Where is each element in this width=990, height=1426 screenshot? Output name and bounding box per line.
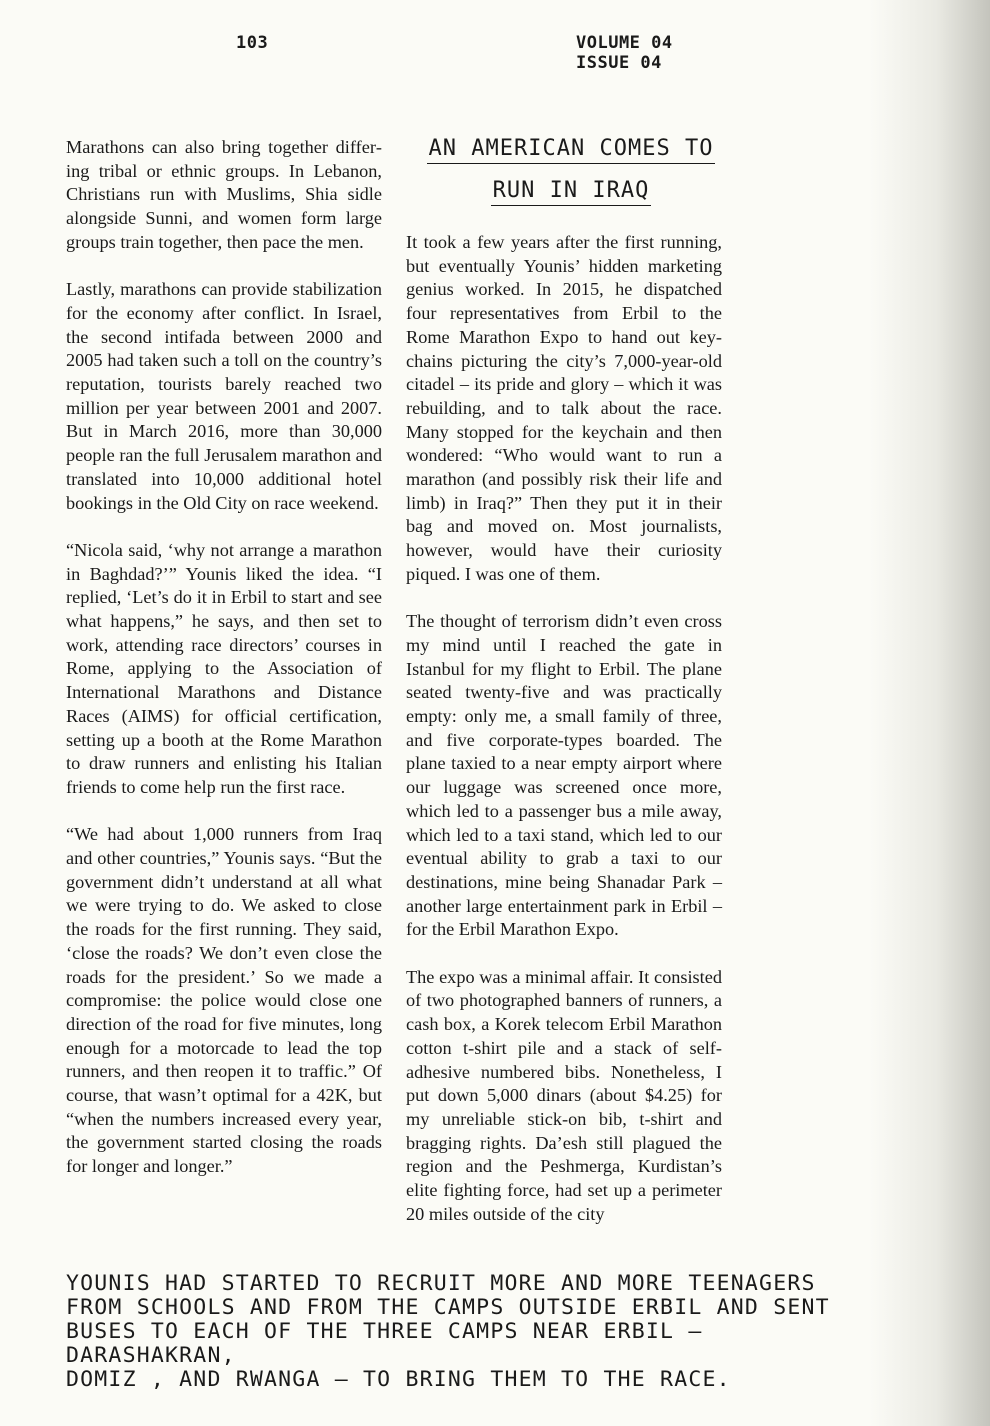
section-heading	[420, 131, 722, 215]
page-number: 103	[236, 33, 269, 53]
section-heading-line-2: RUN IN IRAQ	[491, 177, 652, 206]
left-column	[66, 136, 382, 1203]
body-paragraph: The thought of terrorism didn’t even cross my mind until I reached the gate in Istanbul for my flight to Erbil. The plane seated twenty-five and was practically empty: only me, a small family of three, and five corporate-types boarded. The plane taxied to a near empty airport where our luggage was screened once more, which led to a passenger bus a mile away, which led to a taxi stand, which led to our eventual ability to grab a taxi to our destinations, mine being Shanadar Park – another large entertainment park in Erbil – for the Erbil Marathon Expo.	[406, 611, 722, 940]
section-heading-line-1: AN AMERICAN COMES TO	[427, 135, 716, 164]
right-column	[406, 231, 722, 1250]
body-paragraph: The expo was a minimal affair. It consisted of two photographed banners of runners, a cash box, a Korek telecom Erbil Marathon cotton t-shirt pile and a stack of self-adhesive numbered bibs. Nonetheless, I put down 5,000 dinars (about $4.25) for my unreliable stick-on bib, t-shirt and bragging rights. Da’esh still plagued the region and the Peshmerga, Kurdistan’s elite fighting force, had set up a perimeter 20 miles outside of the city	[406, 966, 722, 1224]
body-paragraph: “We had about 1,000 runners from Iraq and other countries,” Younis says. “But the government didn’t understand at all what we were trying to do. We asked to close the roads for the first running. They said, ‘close the roads? We don’t even close the roads for the president.’ So we made a compromise: the police would close one direction of the road for five minutes, long enough for a motorcade to lead the top runners, and then reopen it to traffic.” Of course, that wasn’t optimal for a 42K, but “when the numbers increased every year, the government started closing the roads for longer and longer.”	[66, 824, 382, 1177]
issue-info	[576, 33, 673, 73]
body-paragraph: It took a few years after the first running, but eventually Younis’ hidden marketing genius worked. In 2015, he dispatched four representatives from Erbil to the Rome Marathon Expo to hand out keychains picturing the city’s 7,000-year-old citadel – its pride and glory – which it was rebuilding, and to talk about the race. Many stopped for the keychain and then wondered: “Who would want to run a marathon (and possibly risk their life and limb) in Iraq?” Then they put it in their bag and moved on. Most journalists, however, would have their curiosity piqued. I was one of them.	[406, 232, 722, 584]
body-paragraph: Marathons can also bring together differing tribal or ethnic groups. In Lebanon, Christians run with Muslims, Shia sidle alongside Sunni, and women form large groups train together, then pace the men.	[66, 137, 382, 252]
body-paragraph: “Nicola said, ‘why not arrange a marathon in Baghdad?’” Younis liked the idea. “I replied, ‘Let’s do it in Erbil to start and see what happens,” he says, and then set to work, attending race directors’ courses in Rome, applying to the Association of International Marathons and Distance Races (AIMS) for official certification, setting up a booth at the Rome Marathon to draw runners and enlisting his Italian friends to come help run the first race.	[66, 539, 382, 797]
body-paragraph: Lastly, marathons can provide stabilization for the economy after conflict. In Israel, the second intifada between 2000 and 2005 had taken such a toll on the country’s reputation, tourists barely reached two million per year between 2001 and 2007. But in March 2016, more than 30,000 people ran the full Jerusalem marathon and translated into 10,000 additional hotel bookings in the Old City on race weekend.	[66, 279, 382, 513]
pull-quote: YOUNIS HAD STARTED TO RECRUIT MORE AND MORE TEENAGERS FROM SCHOOLS AND FROM THE CAMPS OUTSIDE ERBIL AND SENT BUSES TO EACH OF THE THREE CAMPS NEAR ERBIL — DARASHAKRAN, DOMIZ , AND RWANGA — TO BRING THEM TO THE RACE.	[66, 1271, 830, 1392]
volume-label: VOLUME 04	[576, 33, 673, 53]
page-gutter-shadow	[870, 0, 990, 1426]
issue-label: ISSUE 04	[576, 53, 662, 73]
